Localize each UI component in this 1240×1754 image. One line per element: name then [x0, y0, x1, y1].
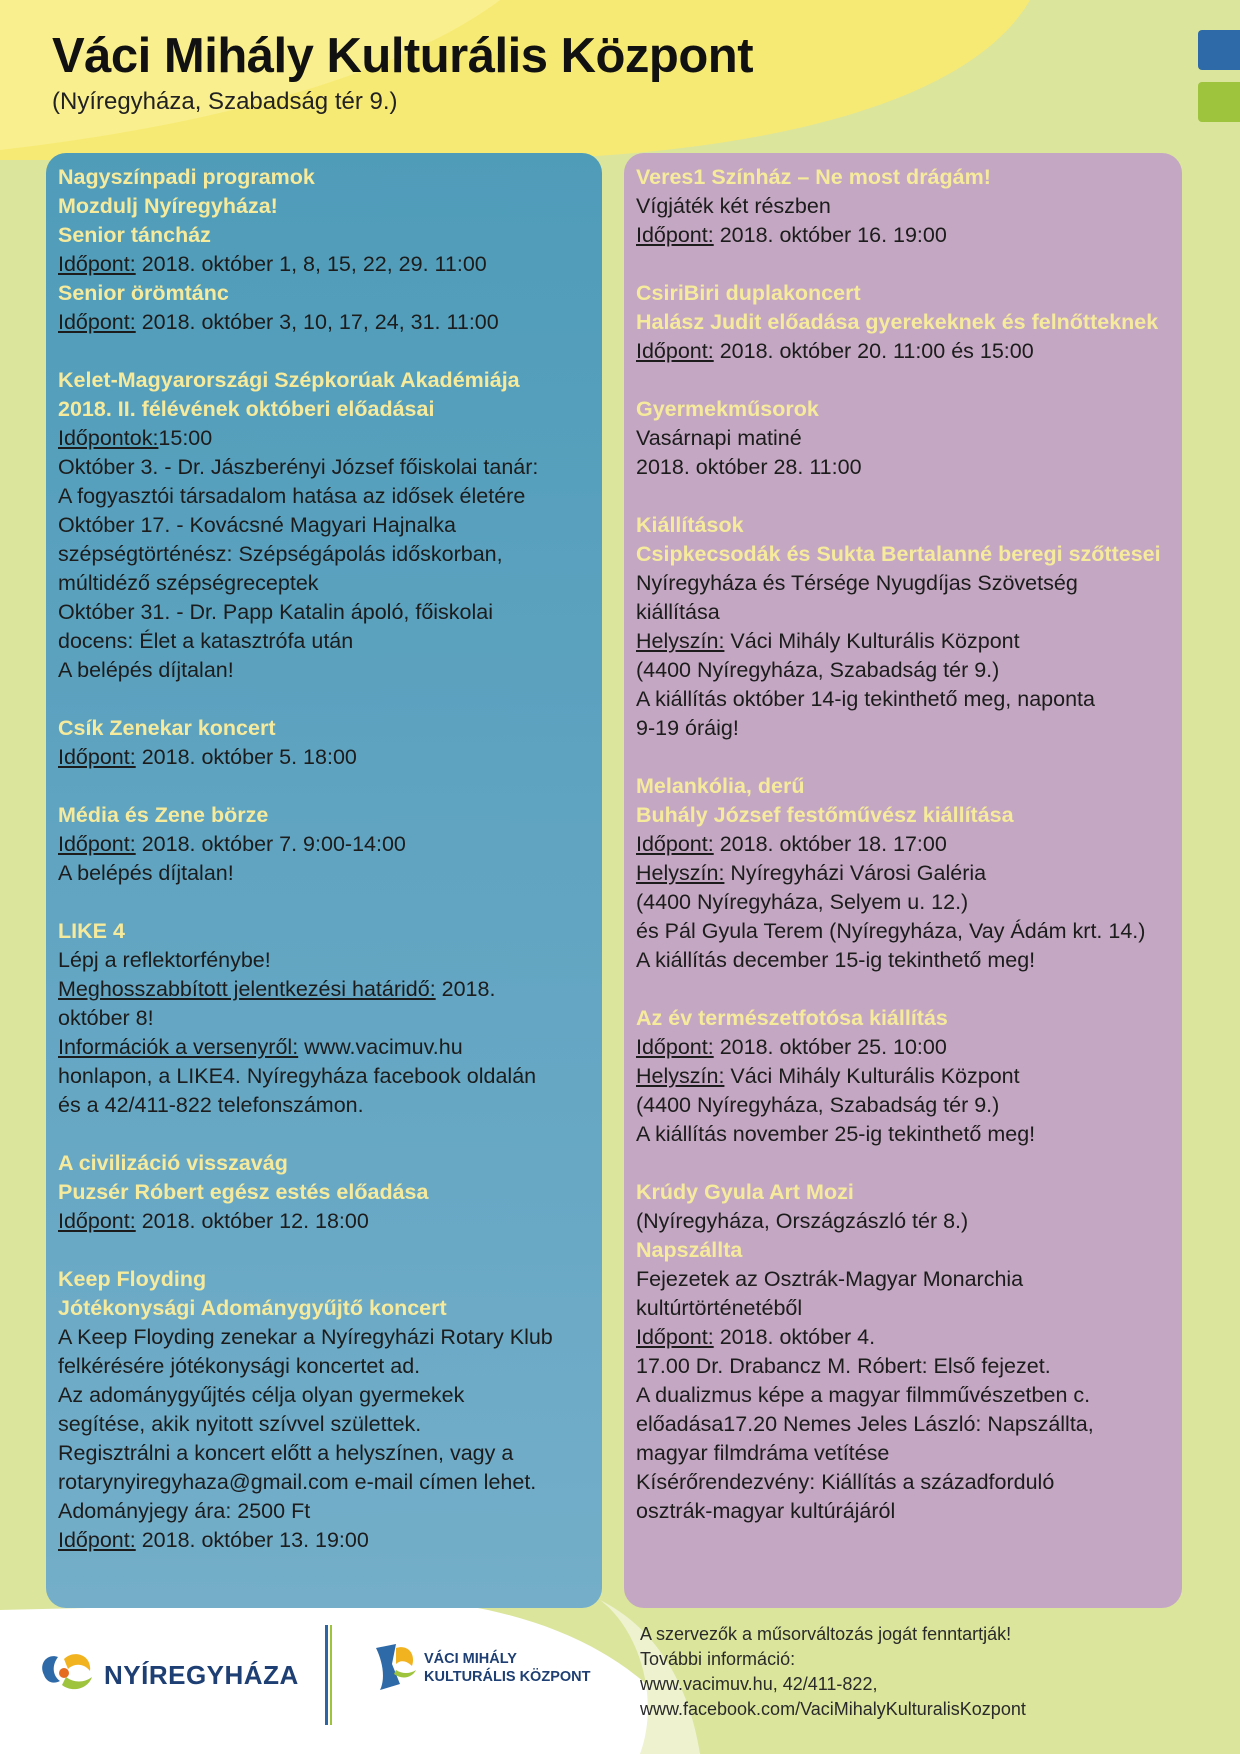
event-text-line [58, 1062, 590, 1091]
field-label: Helyszín: [636, 861, 725, 885]
line-text: Váci Mihály Kulturális Központ [724, 629, 1020, 653]
event-heading [58, 1294, 590, 1323]
field-label: Időpont: [58, 1209, 136, 1233]
event-text-line [636, 192, 1170, 221]
event-text-line [636, 1323, 1170, 1352]
event-heading [58, 163, 590, 192]
event-heading [58, 279, 590, 308]
event-text-line [636, 1439, 1170, 1468]
line-text: és Pál Gyula Terem (Nyíregyháza, Vay Ádám krt. 14.) [636, 919, 1146, 943]
event-text-line [636, 946, 1170, 975]
line-text: magyar filmdráma vetítése [636, 1441, 890, 1465]
accent-tab-blue [1198, 30, 1240, 70]
event-text-line [636, 1207, 1170, 1236]
line-text: 9-19 óráig! [636, 716, 739, 740]
line-text: Kísérőrendezvény: Kiállítás a századforduló [636, 1470, 1055, 1494]
line-text: osztrák-magyar kultúrájáról [636, 1499, 896, 1523]
event-block [58, 366, 590, 685]
line-text: Krúdy Gyula Art Mozi [636, 1180, 854, 1204]
field-label: Időpont: [58, 745, 136, 769]
line-text: Október 31. - Dr. Papp Katalin ápoló, főiskolai [58, 600, 494, 624]
line-text: www.vacimuv.hu [298, 1035, 463, 1059]
line-text: (4400 Nyíregyháza, Szabadság tér 9.) [636, 658, 1000, 682]
line-text: Napszállta [636, 1238, 743, 1262]
line-text: (4400 Nyíregyháza, Szabadság tér 9.) [636, 1093, 1000, 1117]
line-text: Lépj a reflektorfénybe! [58, 948, 271, 972]
field-label: Időpont: [636, 223, 714, 247]
line-text: Senior örömtánc [58, 281, 229, 305]
event-block [636, 395, 1170, 482]
field-label: Időpont: [58, 252, 136, 276]
field-label: Időpont: [636, 832, 714, 856]
line-text: Vígjáték két részben [636, 194, 831, 218]
event-text-line [636, 1294, 1170, 1323]
event-text-line [636, 830, 1170, 859]
line-text: Mozdulj Nyíregyháza! [58, 194, 278, 218]
event-block [58, 163, 590, 337]
event-text-line [58, 250, 590, 279]
line-text: Az év természetfotósa kiállítás [636, 1006, 948, 1030]
line-text: Regisztrálni a koncert előtt a helyszínen, vagy a [58, 1441, 514, 1465]
event-text-line [58, 424, 590, 453]
page-title: Váci Mihály Kulturális Központ [52, 29, 754, 83]
line-text: A fogyasztói társadalom hatása az idősek életére [58, 484, 526, 508]
line-text: Nagyszínpadi programok [58, 165, 315, 189]
line-text: felkérésére jótékonysági koncertet ad. [58, 1354, 421, 1378]
line-text: Váci Mihály Kulturális Központ [724, 1064, 1020, 1088]
line-text: A kiállítás november 25-ig tekinthető meg! [636, 1122, 1036, 1146]
event-text-line [636, 1091, 1170, 1120]
event-text-line [58, 308, 590, 337]
line-text: A kiállítás október 14-ig tekinthető meg, naponta [636, 687, 1095, 711]
event-text-line [636, 337, 1170, 366]
line-text: Adományjegy ára: 2500 Ft [58, 1499, 311, 1523]
field-label: Időpont: [636, 1035, 714, 1059]
event-text-line [636, 453, 1170, 482]
field-label: Időpontok: [58, 426, 159, 450]
line-text: Senior táncház [58, 223, 211, 247]
event-text-line [58, 598, 590, 627]
line-text: Nyíregyházi Városi Galéria [724, 861, 987, 885]
event-text-line [636, 598, 1170, 627]
event-text-line [58, 830, 590, 859]
line-text: docens: Élet a katasztrófa után [58, 629, 354, 653]
footer-line: A szervezők a műsorváltozás jogát fenntartják! [640, 1624, 1012, 1644]
event-text-line [636, 569, 1170, 598]
line-text: A civilizáció visszavág [58, 1151, 288, 1175]
line-text: A belépés díjtalan! [58, 861, 234, 885]
event-text-line [58, 975, 590, 1004]
line-text: Gyermekműsorok [636, 397, 819, 421]
line-text: Fejezetek az Osztrák-Magyar Monarchia [636, 1267, 1024, 1291]
event-block [636, 1004, 1170, 1149]
line-text: Nyíregyháza és Térsége Nyugdíjas Szövetség [636, 571, 1078, 595]
page-subtitle: (Nyíregyháza, Szabadság tér 9.) [52, 88, 398, 115]
logo-divider [325, 1625, 328, 1725]
event-text-line [636, 1381, 1170, 1410]
right-program-panel [624, 153, 1182, 1608]
logo-city-name: NYÍREGYHÁZA [104, 1659, 299, 1690]
field-label: Információk a versenyről: [58, 1035, 299, 1059]
nyiregyhaza-logo [34, 1645, 299, 1705]
line-text: 2018. október 28. 11:00 [636, 455, 862, 479]
line-text: (Nyíregyháza, Országzászló tér 8.) [636, 1209, 969, 1233]
event-heading [636, 1236, 1170, 1265]
line-text: Vasárnapi matiné [636, 426, 802, 450]
line-text: 2018. II. félévének októberi előadásai [58, 397, 435, 421]
line-text: Az adománygyűjtés célja olyan gyermekek [58, 1383, 465, 1407]
event-text-line [58, 743, 590, 772]
logo-center-line1: VÁCI MIHÁLY [424, 1651, 517, 1667]
line-text: Média és Zene börze [58, 803, 269, 827]
event-heading [636, 279, 1170, 308]
line-text: kiállítása [636, 600, 720, 624]
event-text-line [58, 1497, 590, 1526]
event-heading [636, 1004, 1170, 1033]
footer-website[interactable]: www.vacimuv.hu, 42/411-822, [640, 1674, 878, 1694]
field-label: Időpont: [636, 339, 714, 363]
event-block [58, 1149, 590, 1236]
line-text: Október 17. - Kovácsné Magyari Hajnalka [58, 513, 456, 537]
event-text-line [636, 1033, 1170, 1062]
event-heading [58, 1265, 590, 1294]
line-text: Veres1 Színház – Ne most drágám! [636, 165, 991, 189]
line-text: október 8! [58, 1006, 154, 1030]
event-block [636, 163, 1170, 250]
event-text-line [636, 1265, 1170, 1294]
event-block [636, 511, 1170, 743]
line-text: Október 3. - Dr. Jászberényi József főiskolai tanár: [58, 455, 539, 479]
line-text: Csipkecsodák és Sukta Bertalanné beregi szőttesei [636, 542, 1161, 566]
event-text-line [58, 540, 590, 569]
event-text-line [58, 1410, 590, 1439]
line-text: segítése, akik nyitott szívvel születtek. [58, 1412, 422, 1436]
logo-center-line2: KULTURÁLIS KÖZPONT [424, 1669, 591, 1685]
line-text: Jótékonysági Adománygyűjtő koncert [58, 1296, 447, 1320]
event-text-line [58, 859, 590, 888]
event-block [636, 279, 1170, 366]
event-text-line [58, 482, 590, 511]
field-label: Időpont: [58, 832, 136, 856]
line-text: 2018. október 7. 9:00-14:00 [135, 832, 406, 856]
event-heading [58, 192, 590, 221]
footer-facebook-link[interactable]: www.facebook.com/VaciMihalyKulturalisKozpont [640, 1699, 1026, 1719]
line-text: A belépés díjtalan! [58, 658, 234, 682]
line-text: 2018. október 13. 19:00 [135, 1528, 369, 1552]
line-text: 2018. október 20. 11:00 és 15:00 [713, 339, 1034, 363]
line-text: 17.00 Dr. Drabancz M. Róbert: Első fejezet. [636, 1354, 1051, 1378]
line-text: szépségtörténész: Szépségápolás időskorban, [58, 542, 503, 566]
line-text: 2018. október 3, 10, 17, 24, 31. 11:00 [135, 310, 499, 334]
event-text-line [636, 859, 1170, 888]
line-text: (4400 Nyíregyháza, Selyem u. 12.) [636, 890, 969, 914]
event-text-line [58, 1323, 590, 1352]
event-text-line [58, 453, 590, 482]
line-text: 15:00 [158, 426, 213, 450]
line-text: 2018. október 25. 10:00 [713, 1035, 947, 1059]
event-block [58, 917, 590, 1120]
line-text: Melankólia, derű [636, 774, 805, 798]
event-heading [636, 540, 1170, 569]
line-text: 2018. [435, 977, 496, 1001]
field-label: Időpont: [58, 1528, 136, 1552]
event-text-line [636, 1497, 1170, 1526]
event-text-line [636, 917, 1170, 946]
line-text: kultúrtörténetéből [636, 1296, 803, 1320]
line-text: LIKE 4 [58, 919, 125, 943]
event-heading [58, 395, 590, 424]
line-text: előadása17.20 Nemes Jeles László: Napszállta, [636, 1412, 1094, 1436]
line-text: Halász Judit előadása gyerekeknek és felnőtteknek [636, 310, 1159, 334]
left-program-panel [46, 153, 602, 1608]
line-text: 2018. október 5. 18:00 [135, 745, 357, 769]
line-text: és a 42/411-822 telefonszámon. [58, 1093, 364, 1117]
event-text-line [636, 656, 1170, 685]
footer-info [640, 1622, 1026, 1722]
event-heading [636, 511, 1170, 540]
line-text: 2018. október 12. 18:00 [135, 1209, 369, 1233]
nyiregyhaza-emblem-icon [34, 1645, 100, 1705]
line-text: múltidéző szépségreceptek [58, 571, 319, 595]
event-text-line [58, 569, 590, 598]
line-text: Kiállítások [636, 513, 744, 537]
event-text-line [636, 888, 1170, 917]
line-text: CsiriBiri duplakoncert [636, 281, 861, 305]
event-text-line [58, 1439, 590, 1468]
event-text-line [58, 1004, 590, 1033]
line-text: Puzsér Róbert egész estés előadása [58, 1180, 429, 1204]
event-text-line [636, 221, 1170, 250]
field-label: Időpont: [636, 1325, 714, 1349]
footer-line: További információ: [640, 1649, 796, 1669]
event-text-line [58, 1468, 590, 1497]
line-text: A Keep Floyding zenekar a Nyíregyházi Rotary Klub [58, 1325, 553, 1349]
event-text-line [58, 946, 590, 975]
event-text-line [58, 1526, 590, 1555]
line-text: Csík Zenekar koncert [58, 716, 276, 740]
event-heading [58, 714, 590, 743]
event-heading [636, 163, 1170, 192]
field-label: Helyszín: [636, 1064, 725, 1088]
event-text-line [636, 1410, 1170, 1439]
page-header [52, 28, 753, 116]
event-block [58, 1265, 590, 1555]
event-text-line [58, 656, 590, 685]
event-text-line [636, 1120, 1170, 1149]
event-heading [58, 366, 590, 395]
event-heading [58, 917, 590, 946]
event-text-line [58, 1207, 590, 1236]
event-heading [58, 801, 590, 830]
event-block [636, 1178, 1170, 1526]
event-text-line [58, 627, 590, 656]
accent-tab-green [1198, 82, 1240, 122]
event-text-line [58, 1352, 590, 1381]
event-text-line [636, 1352, 1170, 1381]
event-text-line [58, 1381, 590, 1410]
field-label: Időpont: [58, 310, 136, 334]
field-label: Helyszín: [636, 629, 725, 653]
event-heading [58, 1149, 590, 1178]
line-text: 2018. október 1, 8, 15, 22, 29. 11:00 [135, 252, 487, 276]
event-heading [58, 221, 590, 250]
event-text-line [636, 714, 1170, 743]
event-heading [636, 308, 1170, 337]
line-text: 2018. október 16. 19:00 [713, 223, 947, 247]
line-text: 2018. október 4. [713, 1325, 876, 1349]
vmkk-emblem-icon [370, 1640, 418, 1696]
event-block [636, 772, 1170, 975]
event-heading [636, 801, 1170, 830]
line-text: Keep Floyding [58, 1267, 207, 1291]
event-block [58, 714, 590, 772]
event-text-line [636, 1468, 1170, 1497]
event-text-line [636, 627, 1170, 656]
event-text-line [636, 424, 1170, 453]
field-label: Meghosszabbított jelentkezési határidő: [58, 977, 436, 1001]
line-text: 2018. október 18. 17:00 [713, 832, 947, 856]
event-text-line [58, 511, 590, 540]
event-text-line [58, 1033, 590, 1062]
event-text-line [58, 1091, 590, 1120]
event-heading [636, 772, 1170, 801]
event-heading [58, 1178, 590, 1207]
vmkk-logo [370, 1640, 590, 1696]
line-text: A dualizmus képe a magyar filmművészetben c. [636, 1383, 1091, 1407]
event-heading [636, 1178, 1170, 1207]
event-heading [636, 395, 1170, 424]
event-text-line [636, 1062, 1170, 1091]
line-text: Buhály József festőművész kiállítása [636, 803, 1014, 827]
line-text: A kiállítás december 15-ig tekinthető meg! [636, 948, 1036, 972]
event-text-line [636, 685, 1170, 714]
event-block [58, 801, 590, 888]
line-text: honlapon, a LIKE4. Nyíregyháza facebook oldalán [58, 1064, 537, 1088]
line-text: rotarynyiregyhaza@gmail.com e-mail címen lehet. [58, 1470, 537, 1494]
logo-divider-green [330, 1625, 332, 1725]
line-text: Kelet-Magyarországi Szépkorúak Akadémiája [58, 368, 520, 392]
